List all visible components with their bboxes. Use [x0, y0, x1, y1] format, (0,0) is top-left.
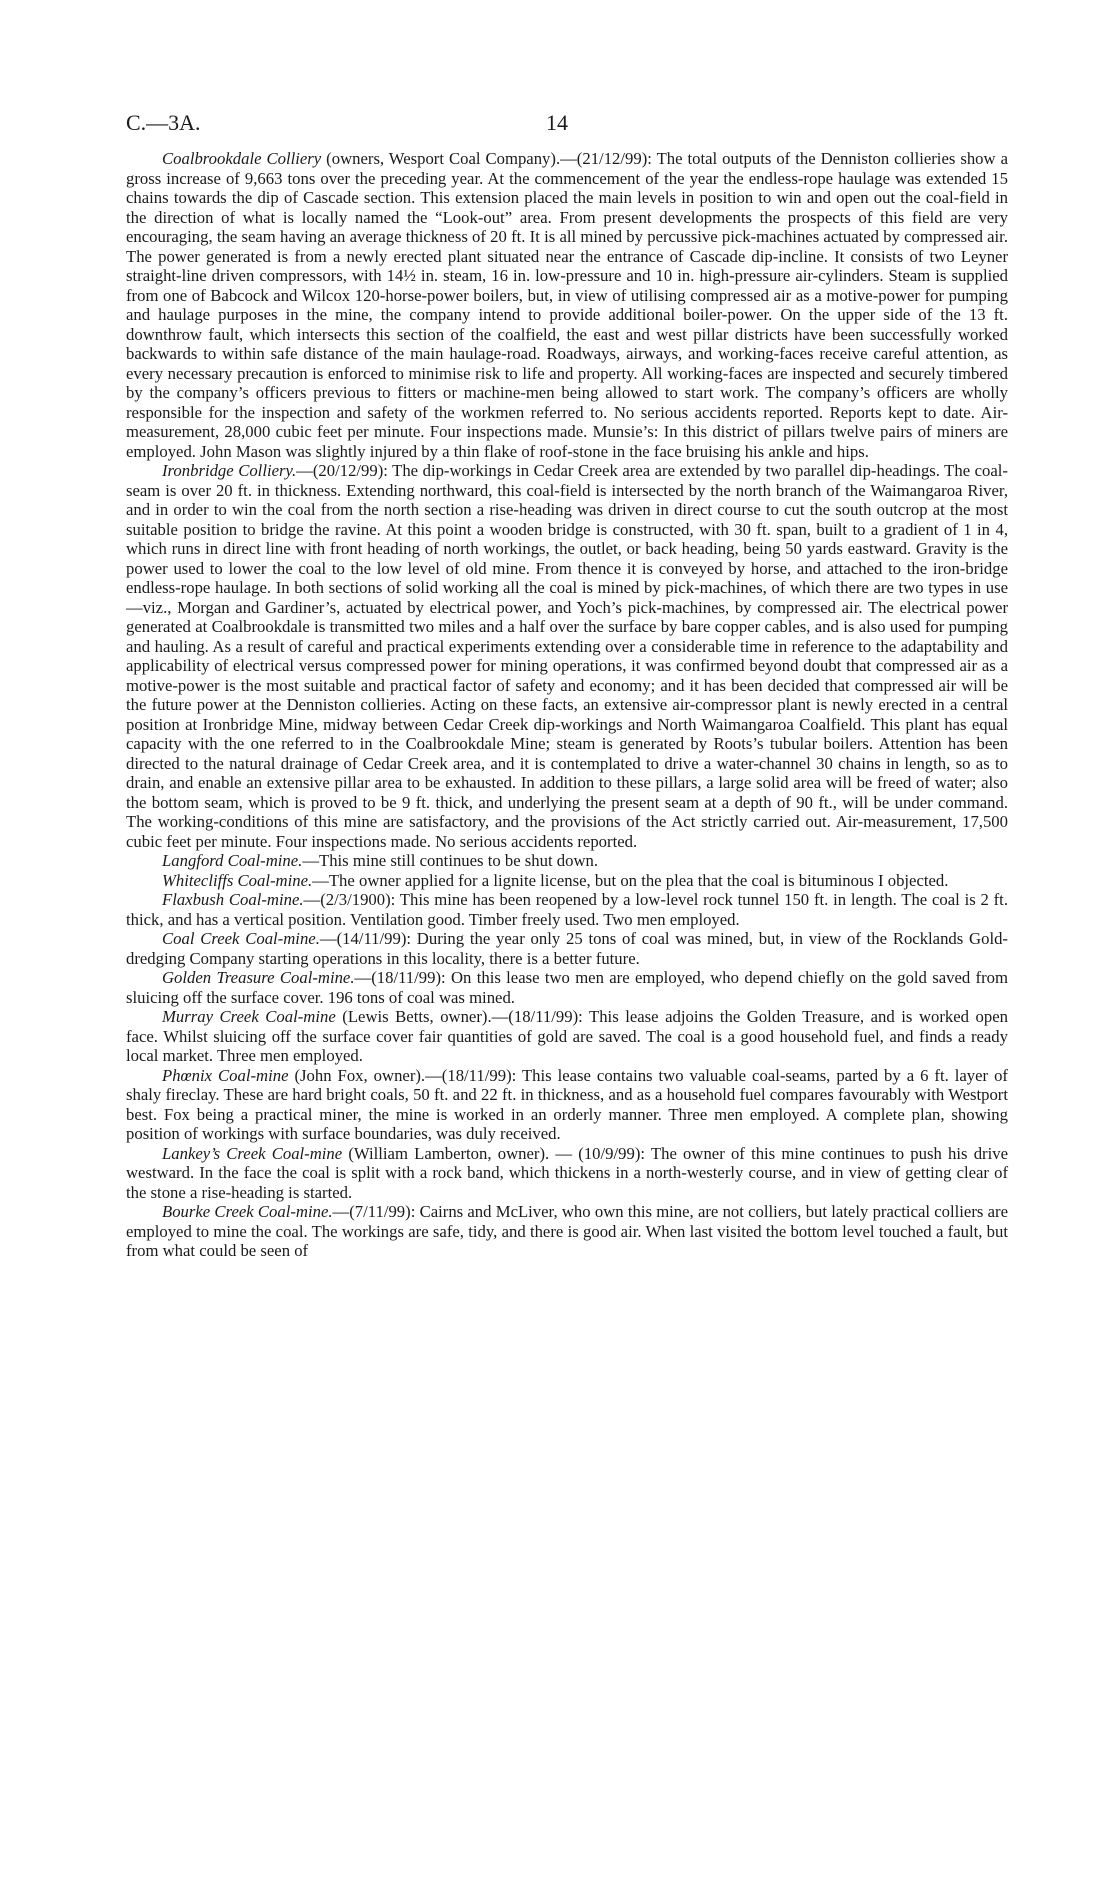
paragraph-text: —(7/11/99): Cairns and McLiver, who own this mine, are not colliers, but lately practical colliers are employed to mine the coal. The workings are safe, tidy, and there is good air. When last visited the bottom level touched a fault, but from what could be seen of [126, 1202, 1008, 1260]
paragraph-ironbridge [126, 461, 1008, 851]
mine-title: Ironbridge Colliery. [162, 461, 297, 480]
paragraph-text: (John Fox, owner).—(18/11/99): This lease contains two valuable coal-seams, parted by a 6 ft. layer of shaly fireclay. These are hard bright coals, 50 ft. and 22 ft. in thickness, and as a household fuel compares favourably with Westport best. Fox being a practical miner, the mine is worked in an orderly manner. Three men employed. A complete plan, showing position of workings with surface boundaries, was duly received. [126, 1065, 1008, 1143]
mine-title: Whitecliffs Coal-mine. [162, 870, 313, 890]
paragraph-bourke-creek [126, 1202, 1008, 1261]
mine-title: Flaxbush Coal-mine. [162, 890, 304, 909]
paragraph-coal-creek [126, 929, 1008, 968]
paragraph-golden-treasure [126, 968, 1008, 1007]
mine-title: Murray Creek Coal-mine [162, 1007, 336, 1026]
mine-title: Golden Treasure Coal-mine. [162, 968, 355, 987]
paragraph-text: (William Lamberton, owner). — (10/9/99): The owner of this mine continues to push his drive westward. In the face the coal is split with a rock band, which thickens in a north-westerly course, and in view of getting clear of the stone a rise-heading is started. [126, 1143, 1008, 1202]
paragraph-text: —(20/12/99): The dip-workings in Cedar Creek area are extended by two parallel dip-headings. The coal-seam is over 20 ft. in thickness. Extending northward, this coal-field is intersected by the north branch of the Waimangaroa River, and in order to win the coal from the north section a rise-heading was driven in direct course to cut the south outcrop at the most suitable position to bridge the ravine. At this point a wooden bridge is constructed, with 30 ft. span, built to a gradient of 1 in 4, which runs in direct line with front heading of north workings, the outlet, or back heading, being 50 yards eastward. Gravity is the power used to lower the coal to the low level of old mine. From thence it is conveyed by horse, and attached to the iron-bridge endless-rope haulage. In both sections of solid working all the coal is mined by pick-machines, of which there are two types in use—viz., Morgan and Gardiner’s, actuated by electrical power, and Yoch’s pick-machines, by compressed air. The electrical power generated at Coalbrookdale is transmitted two miles and a half over the surface by bare copper cables, and is also used for pumping and hauling. As a result of careful and practical experiments extending over a considerable time in reference to the adaptability and applicability of electrical versus compressed power for mining operations, it was confirmed beyond doubt that compressed air as a motive-power is the most suitable and practical factor of safety and economy; and it has been decided that compressed air will be the future power at the Denniston collieries. Acting on these facts, an extensive air-compressor plant is newly erected in a central position at Ironbridge Mine, midway between Cedar Creek dip-workings and North Waimangaroa Coalfield. This plant has equal capacity with the one referred to in the Coalbrookdale Mine; steam is generated by Roots’s tubular boilers. Attention has been directed to the natural drainage of Cedar Creek area, and it is contemplated to drive a water-channel 30 chains in length, so as to drain, and enable an extensive pillar area to be exhausted. In addition to these pillars, a large solid area will be freed of water; also the bottom seam, which is proved to be 9 ft. thick, and underlying the present seam at a depth of 90 ft., will be under command. The working-conditions of this mine are satisfactory, and the provisions of the Act strictly carried out. Air-measurement, 17,500 cubic feet per minute. Four inspections made. No serious accidents reported. [126, 461, 1008, 851]
page-header [126, 110, 1006, 138]
paragraph-text: —The owner applied for a lignite license, but on the plea that the coal is bituminous I objected. [312, 870, 949, 890]
mine-title: Phœnix Coal-mine [162, 1065, 289, 1085]
page-number: 14 [546, 110, 568, 135]
paragraph-text: —(2/3/1900): This mine has been reopened by a low-level rock tunnel 150 ft. in length. The coal is 2 ft. thick, and has a vertical position. Ventilation good. Timber freely used. Two men employed. [126, 890, 1008, 929]
paragraph-langford [126, 851, 1008, 871]
mine-title: Coal Creek Coal-mine. [162, 929, 320, 948]
paragraph-text: —This mine still continues to be shut down. [302, 851, 599, 870]
mine-title: Coalbrookdale Colliery [162, 149, 322, 168]
mine-title: Lankey’s Creek Coal-mine [162, 1143, 343, 1163]
body-text [126, 149, 1008, 1261]
mine-title: Bourke Creek Coal-mine. [162, 1202, 333, 1221]
paragraph-text: (Lewis Betts, owner).—(18/11/99): This lease adjoins the Golden Treasure, and is worked open face. Whilst sluicing off the surface cover fair quantities of gold are saved. The coal is a good household fuel, and finds a ready local market. Three men employed. [126, 1007, 1008, 1065]
paragraph-text: —(14/11/99): During the year only 25 tons of coal was mined, but, in view of the Rocklands Gold-dredging Company starting operations in this locality, there is a better future. [126, 929, 1008, 968]
paragraph-lankeys-creek [126, 1144, 1008, 1203]
report-code: C.—3A. [126, 110, 201, 135]
paragraph-text: —(18/11/99): On this lease two men are employed, who depend chiefly on the gold saved from sluicing off the surface cover. 196 tons of coal was mined. [126, 968, 1008, 1007]
paragraph-coalbrookdale [126, 149, 1008, 461]
paragraph-murray-creek [126, 1007, 1008, 1066]
paragraph-flaxbush [126, 890, 1008, 929]
mine-title: Langford Coal-mine. [162, 851, 303, 870]
paragraph-phoenix [126, 1066, 1008, 1144]
paragraph-text: (owners, Wesport Coal Company).—(21/12/99): The total outputs of the Denniston collieries show a gross increase of 9,663 tons over the preceding year. At the commencement of the year the endless-rope haulage was extended 15 chains towards the dip of Cascade section. This extension placed the main levels in position to win and open out the coal-field in the direction of what is locally named the “Look-out” area. From present developments the prospects of this field are very encouraging, the seam having an average thickness of 20 ft. It is all mined by percussive pick-machines actuated by compressed air. The power generated is from a newly erected plant situated near the entrance of Cascade dip-incline. It consists of two Leyner straight-line driven compressors, with 14½ in. steam, 16 in. low-pressure and 10 in. high-pressure air-cylinders. Steam is supplied from one of Babcock and Wilcox 120-horse-power boilers, but, in view of utilising compressed air as a motive-power for pumping and haulage purposes in the mine, the company intend to provide additional boiler-power. On the upper side of the 13 ft. downthrow fault, which intersects this section of the coalfield, the east and west pillar districts have been successfully worked backwards to within safe distance of the main haulage-road. Roadways, airways, and working-faces receive careful attention, as every necessary precaution is enforced to minimise risk to life and property. All working-faces are inspected and securely timbered by the company’s officers previous to fitters or machine-men being allowed to start work. The company’s officers are wholly responsible for the inspection and safety of the workmen referred to. No serious accidents reported. Reports kept to date. Air-measurement, 28,000 cubic feet per minute. Four inspections made. Munsie’s: In this district of pillars twelve pairs of miners are employed. John Mason was slightly injured by a thin flake of roof-stone in the face bruising his ankle and hips. [126, 149, 1008, 461]
paragraph-whitecliffs [126, 871, 1008, 891]
